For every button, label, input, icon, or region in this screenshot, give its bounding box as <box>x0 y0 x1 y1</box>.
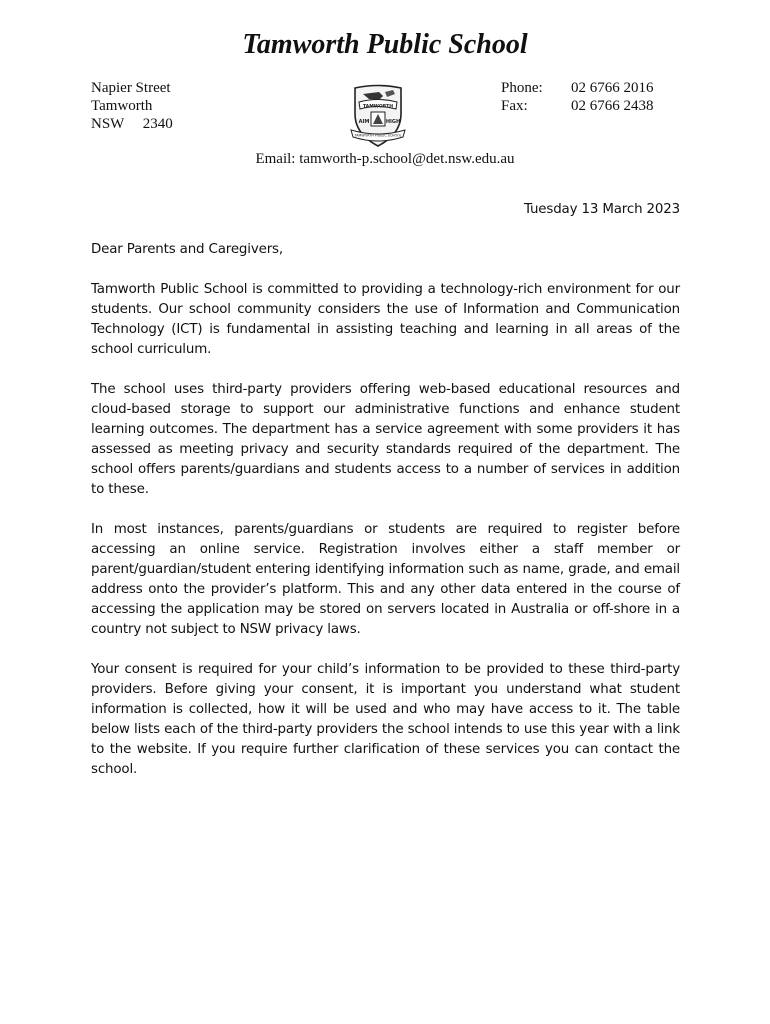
crest-motto-right: HIGH <box>385 119 401 125</box>
school-address <box>91 79 173 133</box>
phone-value: 02 6766 2016 <box>571 80 654 96</box>
crest-lower-text: TAMWORTH PUBLIC SCHOOL <box>354 133 402 138</box>
address-street: Napier Street <box>91 80 171 96</box>
address-state-postcode: NSW 2340 <box>91 116 173 132</box>
letter-salutation: Dear Parents and Caregivers, <box>91 242 283 257</box>
school-crest-icon <box>349 84 407 150</box>
fax-label: Fax: <box>501 98 528 114</box>
fax-row <box>501 97 654 115</box>
crest-banner-text: TAMWORTH <box>362 104 394 110</box>
school-name-heading: Tamworth Public School <box>242 29 528 60</box>
body-paragraph: Tamworth Public School is committed to providing a technology-rich environment for our students. Our school community considers the use of Information and Communication Technology (ICT) is fundamental in assisting teaching and learning in all areas of the school curriculum. <box>91 282 680 357</box>
fax-value: 02 6766 2438 <box>571 98 654 114</box>
address-suburb: Tamworth <box>91 98 153 114</box>
crest-motto-left: AIM <box>358 119 370 125</box>
letter-date: Tuesday 13 March 2023 <box>523 202 680 217</box>
school-email: Email: tamworth-p.school@det.nsw.edu.au <box>255 151 515 167</box>
school-contact <box>501 79 654 115</box>
body-paragraph: In most instances, parents/guardians or students are required to register before accessing an online service. Registration involves either a staff member or parent/guardian/student entering identifying information such as name, grade, and email address onto the provider’s platform. This and any other data entered in the course of accessing the application may be stored on servers located in Australia or off-shore in a country not subject to NSW privacy laws. <box>91 522 680 637</box>
letter-body <box>91 280 680 800</box>
phone-row <box>501 79 654 97</box>
phone-label: Phone: <box>501 80 543 96</box>
body-paragraph: The school uses third-party providers offering web-based educational resources and cloud-based storage to support our administrative functions and enhance student learning outcomes. The department has a service agreement with some providers it has assessed as meeting privacy and security standards required of the department. The school offers parents/guardians and students access to a number of services in addition to these. <box>91 382 680 497</box>
body-paragraph: Your consent is required for your child’s information to be provided to these third-party providers. Before giving your consent, it is important you understand what student information is collected, how it will be used and who may have access to it. The table below lists each of the third-party providers the school intends to use this year with a link to the website. If you require further clarification of these services you can contact the school. <box>91 662 680 777</box>
